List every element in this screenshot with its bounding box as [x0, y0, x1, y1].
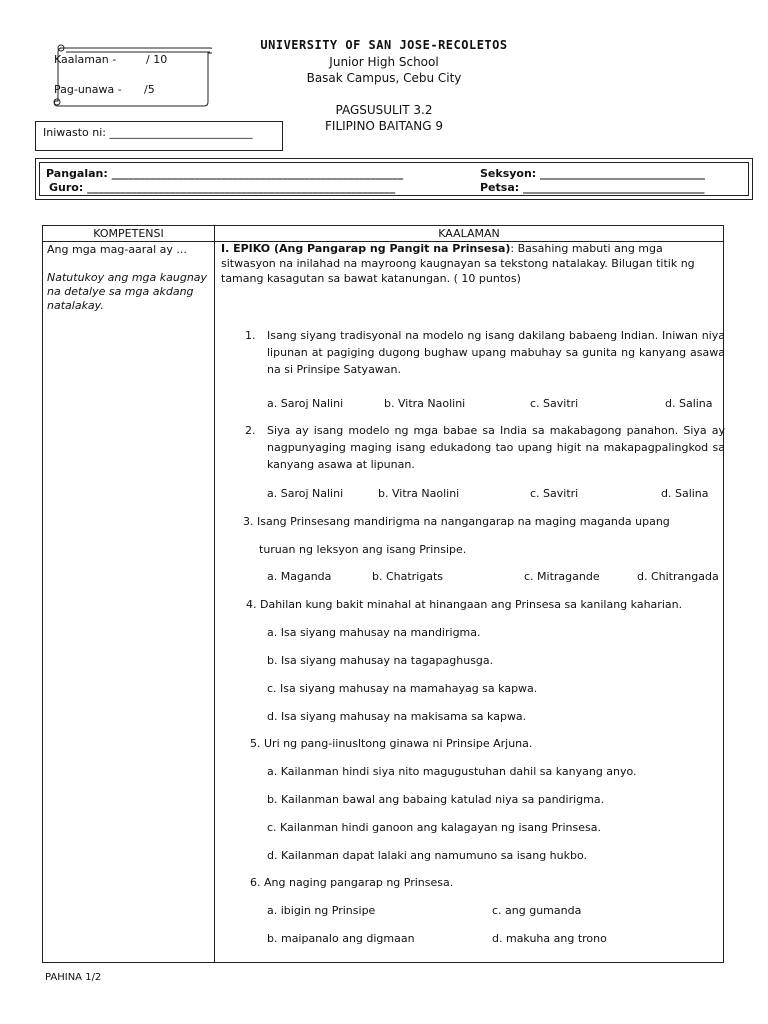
- q3-option-b[interactable]: b. Chatrigats: [372, 570, 444, 583]
- q3-option-c[interactable]: c. Mitragande: [524, 570, 600, 583]
- exam-table: [42, 225, 724, 963]
- section-instructions: [221, 241, 711, 286]
- section-title: I. EPIKO (Ang Pangarap ng Pangit na Prinsesa): [221, 242, 511, 255]
- q5-text: 5. Uri ng pang-iinusltong ginawa ni Prinsipe Arjuna.: [250, 737, 533, 750]
- q2-option-a[interactable]: a. Saroj Nalini: [267, 487, 344, 500]
- competency-text: Natutukoy ang mga kaugnay na detalye sa mga akdang natalakay.: [47, 271, 208, 312]
- score-scroll-box: [52, 42, 208, 108]
- q6-option-a[interactable]: a. ibigin ng Prinsipe: [267, 904, 376, 917]
- competency-cell: [43, 242, 215, 963]
- seksyon-field[interactable]: Seksyon: ______________________________: [480, 167, 706, 180]
- q4-option-a[interactable]: a. Isa siyang mahusay na mandirigma.: [267, 626, 481, 639]
- q5-option-a[interactable]: a. Kailanman hindi siya nito magugustuhan dahil sa kanyang anyo.: [267, 765, 637, 778]
- q4-option-d[interactable]: d. Isa siyang mahusay na makisama sa kapwa.: [267, 710, 527, 723]
- q6-option-c[interactable]: c. ang gumanda: [492, 904, 582, 917]
- pagunawa-score: /5: [144, 83, 155, 96]
- q2-option-d[interactable]: d. Salina: [661, 487, 709, 500]
- petsa-field[interactable]: Petsa: _________________________________: [480, 181, 705, 194]
- student-info-box: [35, 158, 753, 200]
- subject-title: FILIPINO BAITANG 9: [325, 119, 443, 133]
- competency-intro: Ang mga mag-aaral ay ...: [47, 243, 187, 256]
- q1-option-d[interactable]: d. Salina: [665, 397, 713, 410]
- pangalan-field[interactable]: Pangalan: _____________________________________________________: [46, 167, 404, 180]
- q1-option-a[interactable]: a. Saroj Nalini: [267, 397, 344, 410]
- school-name: Junior High School: [329, 55, 439, 69]
- q6-option-b[interactable]: b. maipanalo ang digmaan: [267, 932, 415, 945]
- section-instructions-text: : Basahing mabuti ang mga sitwasyon na inilahad na mayroong kaugnayan sa tekstong natalakay. Bilugan titik ng tamang kasagutan sa bawat katanungan. ( 10 puntos): [221, 242, 695, 285]
- q3-option-a[interactable]: a. Maganda: [267, 570, 332, 583]
- q1-option-b[interactable]: b. Vitra Naolini: [384, 397, 466, 410]
- q1-number: 1.: [245, 329, 256, 342]
- kaalaman-score: / 10: [146, 53, 168, 66]
- q4-option-b[interactable]: b. Isa siyang mahusay na tagapaghusga.: [267, 654, 494, 667]
- guro-field[interactable]: Guro: ________________________________________________________: [49, 181, 396, 194]
- q2-text: Siya ay isang modelo ng mga babae sa India sa makabagong panahon. Siya ay nagpunyaging maging isang edukadong tao upang higit na makapagpalingkod sa kanyang asawa at lipunan.: [267, 424, 725, 471]
- q3-line1: 3. Isang Prinsesang mandirigma na nangangarap na maging maganda upang: [243, 515, 670, 528]
- iniwasto-field[interactable]: Iniwasto ni: __________________________: [35, 121, 283, 151]
- kaalaman-header: KAALAMAN: [215, 226, 724, 242]
- questions-cell: [215, 242, 724, 963]
- campus-name: Basak Campus, Cebu City: [306, 71, 462, 85]
- page-number: PAHINA 1/2: [45, 972, 102, 983]
- q6-text: 6. Ang naging pangarap ng Prinsesa.: [250, 876, 454, 889]
- exam-title: PAGSUSULIT 3.2: [335, 103, 433, 117]
- q1-option-c[interactable]: c. Savitri: [530, 397, 579, 410]
- q5-option-b[interactable]: b. Kailanman bawal ang babaing katulad niya sa pandirigma.: [267, 793, 605, 806]
- q4-text: 4. Dahilan kung bakit minahal at hinangaan ang Prinsesa sa kanilang kaharian.: [246, 598, 683, 611]
- q3-line2: turuan ng leksyon ang isang Prinsipe.: [259, 543, 467, 556]
- q2-number: 2.: [245, 424, 256, 437]
- q2-option-b[interactable]: b. Vitra Naolini: [378, 487, 460, 500]
- kaalaman-label: Kaalaman -: [54, 53, 117, 66]
- q2-option-c[interactable]: c. Savitri: [530, 487, 579, 500]
- pagunawa-label: Pag-unawa -: [54, 83, 122, 96]
- q5-option-d[interactable]: d. Kailanman dapat lalaki ang namumuno sa isang hukbo.: [267, 849, 588, 862]
- q5-option-c[interactable]: c. Kailanman hindi ganoon ang kalagayan ng isang Prinsesa.: [267, 821, 601, 834]
- q3-option-d[interactable]: d. Chitrangada: [637, 570, 719, 583]
- q6-option-d[interactable]: d. makuha ang trono: [492, 932, 607, 945]
- kompetensi-header: KOMPETENSI: [43, 226, 215, 242]
- q1-text: Isang siyang tradisyonal na modelo ng isang dakilang babaeng Indian. Iniwan niya lipunan at pagiging dugong bughaw upang mabuhay sa gunita ng kanyang asawa na si Prinsipe Satyawan.: [267, 329, 725, 376]
- q4-option-c[interactable]: c. Isa siyang mahusay na mamahayag sa kapwa.: [267, 682, 538, 695]
- university-name: UNIVERSITY OF SAN JOSE-RECOLETOS: [260, 38, 508, 52]
